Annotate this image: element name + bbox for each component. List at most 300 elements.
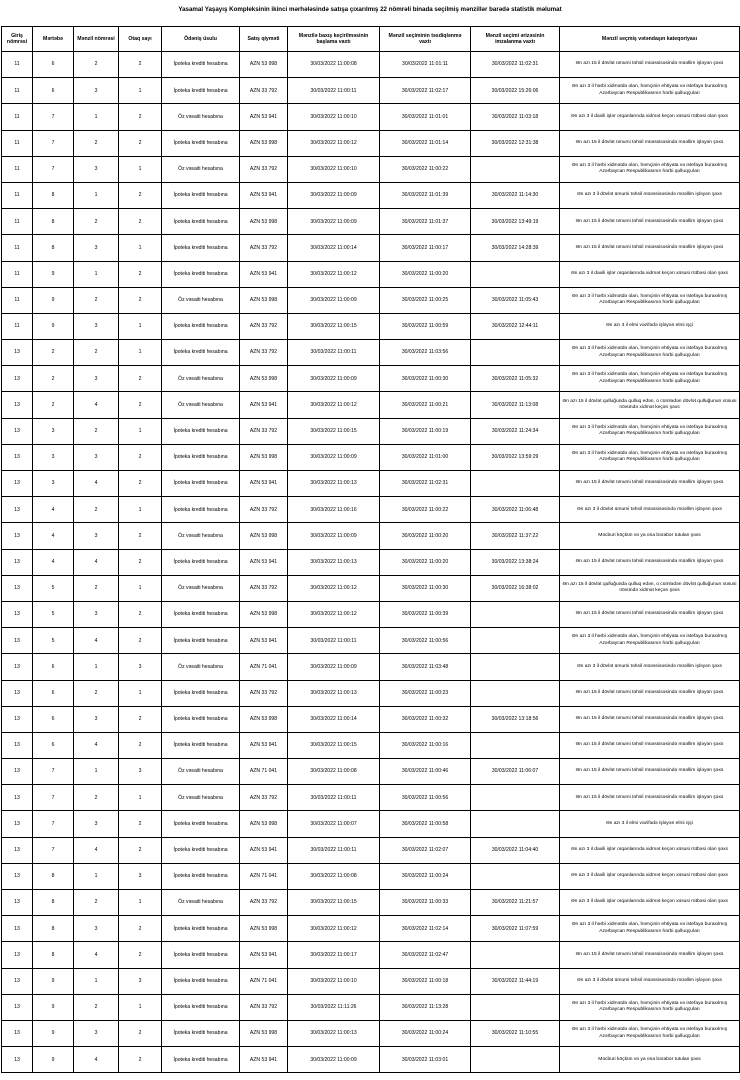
table-cell: 30/03/2022 11:00:09 [288,523,380,549]
table-cell: 6 [33,52,74,78]
table-row [2,340,740,366]
table-cell: 13 [2,706,33,732]
column-header: Mənzil seçmiş vətəndaşın kateqoriyası [560,27,740,52]
table-cell: 7 [33,837,74,863]
table-row [2,601,740,627]
table-cell: İpoteka krediti hesabına [162,863,240,889]
table-cell: 3 [74,706,119,732]
table-row [2,366,740,392]
table-cell: 4 [33,497,74,523]
table-cell: İpoteka krediti hesabına [162,549,240,575]
table-cell: 11 [2,182,33,208]
table-cell: 2 [74,497,119,523]
table-cell: 30/03/2022 11:00:14 [288,235,380,261]
table-cell [471,156,560,182]
table-cell: AZN 71 041 [240,654,288,680]
table-cell: 1 [119,890,162,916]
table-cell: 2 [119,182,162,208]
table-cell: 30/03/2022 11:14:30 [471,182,560,208]
table-cell: 30/03/2022 11:00:30 [380,575,471,601]
table-cell [471,732,560,758]
table-cell: 30/03/2022 11:00:20 [380,549,471,575]
table-cell: 7 [33,104,74,130]
table-cell: 13 [2,863,33,889]
table-cell: 30/03/2022 11:00:09 [288,444,380,470]
table-cell: 8 [33,182,74,208]
column-header: Mənzil seçimi ərizəsinin imzalanma vaxtı [471,27,560,52]
table-cell: 2 [119,706,162,732]
table-cell: Öz vəsaiti hesabına [162,654,240,680]
table-cell: 30/03/2022 11:01:14 [380,130,471,156]
table-cell: İpoteka krediti hesabına [162,811,240,837]
table-cell: 1 [119,497,162,523]
table-cell: 30/03/2022 11:02:31 [471,52,560,78]
table-cell: AZN 53 941 [240,1047,288,1073]
table-cell: AZN 53 941 [240,392,288,418]
table-cell [471,471,560,497]
table-cell: İpoteka krediti hesabına [162,209,240,235]
table-cell: 13 [2,1020,33,1046]
table-cell: İpoteka krediti hesabına [162,418,240,444]
table-cell: 2 [74,418,119,444]
table-cell: Ən azı 15 il dövlət ümumi təhsil müəssisəsində müəllim işləyən şəxs [560,549,740,575]
table-cell: 2 [74,130,119,156]
table-cell: 30/03/2022 11:00:09 [288,1047,380,1073]
table-cell: AZN 53 998 [240,1020,288,1046]
table-cell: 30/03/2022 11:06:07 [471,759,560,785]
table-cell: İpoteka krediti hesabına [162,497,240,523]
table-cell: 30/03/2022 11:00:20 [380,261,471,287]
table-cell: 8 [33,209,74,235]
table-cell: İpoteka krediti hesabına [162,313,240,339]
table-cell: 13 [2,680,33,706]
table-cell: 3 [33,444,74,470]
table-cell: İpoteka krediti hesabına [162,130,240,156]
table-cell: AZN 53 998 [240,209,288,235]
table-cell [471,261,560,287]
table-cell: 9 [33,994,74,1020]
table-cell: 30/03/2022 11:00:12 [288,601,380,627]
column-header: Ödəniş üsulu [162,27,240,52]
table-cell: 13 [2,523,33,549]
table-cell [471,628,560,654]
table-cell: 30/03/2022 11:02:14 [380,916,471,942]
table-row [2,287,740,313]
table-cell: İpoteka krediti hesabına [162,261,240,287]
table-cell: 1 [74,654,119,680]
table-cell: İpoteka krediti hesabına [162,680,240,706]
table-cell: Ən azı 15 il dövlət ümumi təhsil müəssisəsində müəllim işləyən şəxs [560,130,740,156]
table-cell: 30/03/2022 11:05:43 [471,287,560,313]
table-cell: AZN 53 998 [240,706,288,732]
table-cell: Ən azı 3 il elmi vəzifədə işləyən elmi işçi [560,313,740,339]
table-cell: İpoteka krediti hesabına [162,182,240,208]
table-cell: 30/03/2022 11:03:48 [380,654,471,680]
table-cell: 2 [74,52,119,78]
table-cell: 30/03/2022 13:38:24 [471,549,560,575]
table-cell: 30/03/2022 11:00:11 [288,785,380,811]
table-cell: 30/03/2022 11:00:09 [288,209,380,235]
table-cell: 2 [119,104,162,130]
table-cell: 30/03/2022 12:44:11 [471,313,560,339]
table-cell: Ən azı 3 il daxili işlər orqanlarında xidmət keçən xüsusi rütbəsi olan şəxs [560,104,740,130]
table-cell: Ən azı 3 il daxili işlər orqanlarında xidmət keçən xüsusi rütbəsi olan şəxs [560,837,740,863]
table-cell: Ən azı 15 il dövlət ümumi təhsil müəssisəsində müəllim işləyən şəxs [560,52,740,78]
table-cell: 30/03/2022 11:00:23 [380,680,471,706]
table-cell: 30/03/2022 11:24:34 [471,418,560,444]
table-cell: AZN 53 998 [240,366,288,392]
table-cell: 1 [119,340,162,366]
table-cell: 30/03/2022 11:00:24 [380,863,471,889]
table-cell: 6 [33,654,74,680]
column-header: Otaq sayı [119,27,162,52]
table-cell: 3 [119,863,162,889]
table-cell: 1 [119,785,162,811]
table-cell: 30/03/2022 11:00:19 [380,418,471,444]
table-cell: 7 [33,156,74,182]
table-row [2,313,740,339]
table-cell: 13 [2,968,33,994]
column-header: Mənzil nömrəsi [74,27,119,52]
table-cell: 30/03/2022 11:44:19 [471,968,560,994]
table-cell: Ən azı 15 il dövlət ümumi təhsil müəssisəsində müəllim işləyən şəxs [560,706,740,732]
table-cell: 2 [33,366,74,392]
table-cell: 13 [2,418,33,444]
table-cell: 11 [2,104,33,130]
table-body [2,52,740,1073]
table-row [2,968,740,994]
table-cell: 30/03/2022 11:00:33 [380,890,471,916]
table-cell: 1 [74,759,119,785]
table-cell: 30/03/2022 11:13:28 [380,994,471,1020]
table-cell: 30/03/2022 13:59:29 [471,444,560,470]
table-cell: 3 [74,78,119,104]
table-cell: 2 [119,52,162,78]
table-cell: 1 [74,261,119,287]
table-cell: İpoteka krediti hesabına [162,968,240,994]
table-cell: 8 [33,890,74,916]
table-cell: 11 [2,52,33,78]
table-cell: 30/03/2022 11:00:56 [380,628,471,654]
table-cell: 30/03/2022 11:00:17 [288,942,380,968]
table-cell: 30/03/2022 11:00:21 [380,392,471,418]
table-row [2,1020,740,1046]
table-cell: 30/03/2022 11:00:25 [380,287,471,313]
table-cell: AZN 53 941 [240,628,288,654]
table-cell: 3 [74,523,119,549]
table-cell: 30/03/2022 11:00:39 [380,601,471,627]
table-cell: 9 [33,1020,74,1046]
table-cell: 13 [2,837,33,863]
table-cell: Öz vəsaiti hesabına [162,523,240,549]
table-cell: 13 [2,366,33,392]
table-row [2,392,740,418]
table-cell: 2 [33,392,74,418]
table-cell: AZN 33 792 [240,235,288,261]
table-cell: Ən azı 3 il hərbi xidmətdə olan, həmçinin ehtiyata və istefaya buraxılmış Azərbaycan Respublikasının hərbi qulluqçuları [560,916,740,942]
table-cell: AZN 53 998 [240,916,288,942]
table-cell: 6 [33,732,74,758]
table-cell: İpoteka krediti hesabına [162,340,240,366]
table-cell: 2 [119,601,162,627]
table-cell: 30/03/2022 11:00:17 [380,235,471,261]
table-cell: 30/03/2022 11:00:14 [288,706,380,732]
table-cell: 11 [2,313,33,339]
table-cell: AZN 53 941 [240,182,288,208]
table-cell: 8 [33,863,74,889]
table-cell: 2 [119,130,162,156]
table-cell: 13 [2,732,33,758]
table-cell: 3 [74,444,119,470]
table-cell: 30/03/2022 11:00:09 [288,366,380,392]
table-cell: İpoteka krediti hesabına [162,444,240,470]
column-header: Giriş nömrəsi [2,27,33,52]
table-cell: AZN 53 941 [240,104,288,130]
table-cell: AZN 71 041 [240,759,288,785]
table-cell: 11 [2,156,33,182]
table-cell: Ən azı 3 il elmi vəzifədə işləyən elmi işçi [560,811,740,837]
table-cell: 13 [2,1047,33,1073]
table-cell: 30/03/2022 11:37:22 [471,523,560,549]
table-cell: 30/03/2022 11:00:12 [288,575,380,601]
table-cell: Öz vəsaiti hesabına [162,575,240,601]
table-cell: 6 [33,78,74,104]
table-cell: 2 [119,837,162,863]
table-cell: Öz vəsaiti hesabına [162,890,240,916]
table-cell: AZN 33 792 [240,313,288,339]
table-cell: 11 [2,78,33,104]
table-cell: 13 [2,497,33,523]
table-cell: Öz vəsaiti hesabına [162,759,240,785]
table-cell: 30/03/2022 11:00:56 [380,785,471,811]
table-cell: 5 [33,575,74,601]
table-cell: 30/03/2022 11:00:15 [288,732,380,758]
table-cell: 30/03/2022 11:00:16 [380,732,471,758]
table-cell: 30/03/2022 11:00:08 [288,52,380,78]
table-cell: Ən azı 3 il daxili işlər orqanlarında xidmət keçən xüsusi rütbəsi olan şəxs [560,890,740,916]
table-cell: Öz vəsaiti hesabına [162,287,240,313]
table-cell: 13 [2,759,33,785]
table-cell: 30/03/2022 11:01:11 [380,52,471,78]
table-cell: Ən azı 3 il hərbi xidmətdə olan, həmçinin ehtiyata və istefaya buraxılmış Azərbaycan Respublikasının hərbi qulluqçuları [560,444,740,470]
table-cell: 30/03/2022 11:00:11 [288,340,380,366]
table-cell: AZN 33 792 [240,78,288,104]
table-cell [471,942,560,968]
table-row [2,890,740,916]
table-cell: 2 [74,785,119,811]
table-cell: AZN 53 998 [240,601,288,627]
table-cell: 30/03/2022 11:00:13 [288,1020,380,1046]
table-cell: 30/03/2022 11:01:00 [380,444,471,470]
table-cell: İpoteka krediti hesabına [162,471,240,497]
table-cell: 2 [119,942,162,968]
table-row [2,52,740,78]
table-cell: 13 [2,575,33,601]
table-cell: Ən azı 15 il dövlət ümumi təhsil müəssisəsində müəllim işləyən şəxs [560,209,740,235]
table-cell: İpoteka krediti hesabına [162,916,240,942]
table-cell: 30/03/2022 11:02:31 [380,471,471,497]
table-cell: 11 [2,287,33,313]
table-cell: 4 [74,837,119,863]
table-cell: Ən azı 3 il dövlət ümumi təhsil müəssisəsində müəllim işləyən şəxs [560,654,740,680]
table-cell: 4 [33,549,74,575]
table-cell: 3 [74,156,119,182]
table-cell: AZN 53 941 [240,732,288,758]
table-cell: Ən azı 15 il dövlət ümumi təhsil müəssisəsində müəllim işləyən şəxs [560,680,740,706]
table-cell: 1 [74,104,119,130]
table-cell: 7 [33,130,74,156]
table-cell: Ən azı 3 il hərbi xidmətdə olan, həmçinin ehtiyata və istefaya buraxılmış Azərbaycan Respublikasının hərbi qulluqçuları [560,366,740,392]
apartment-statistics-table [1,26,740,1073]
table-cell: 6 [33,680,74,706]
table-cell: 2 [119,628,162,654]
table-cell: 30/03/2022 13:49:19 [471,209,560,235]
table-cell: 13 [2,785,33,811]
table-cell: 2 [119,523,162,549]
table-cell: 13 [2,654,33,680]
table-cell: 4 [74,732,119,758]
table-cell: 30/03/2022 11:03:18 [471,104,560,130]
table-cell: 9 [33,313,74,339]
table-row [2,235,740,261]
table-cell: 4 [74,392,119,418]
table-cell: 2 [119,1047,162,1073]
table-cell: 30/03/2022 12:31:38 [471,130,560,156]
table-cell: 7 [33,759,74,785]
table-cell: 30/03/2022 11:06:48 [471,497,560,523]
table-cell: 11 [2,130,33,156]
table-row [2,497,740,523]
table-row [2,654,740,680]
table-cell: Ən azı 3 il dövlət ümumi təhsil müəssisəsində müəllim işləyən şəxs [560,968,740,994]
table-cell: AZN 33 792 [240,680,288,706]
table-cell: 13 [2,392,33,418]
table-cell [471,680,560,706]
table-cell: 30/03/2022 11:00:08 [288,759,380,785]
table-cell: 2 [119,916,162,942]
column-header: Mənzilə baxış keçirilməsinin başlama vaxtı [288,27,380,52]
table-cell: AZN 53 998 [240,130,288,156]
table-cell: 5 [33,628,74,654]
table-cell: 2 [119,811,162,837]
table-cell: AZN 53 998 [240,811,288,837]
table-cell: Ən azı 3 il dövlət ümumi təhsil müəssisəsində müəllim işləyən şəxs [560,182,740,208]
table-cell: AZN 53 998 [240,287,288,313]
table-cell: 30/03/2022 11:00:22 [380,497,471,523]
table-cell: 4 [74,628,119,654]
table-cell: Məcburi köçkün və ya ona bərabər tutulan şəxs [560,523,740,549]
table-cell: Öz vəsaiti hesabına [162,392,240,418]
table-row [2,994,740,1020]
table-cell: 3 [74,811,119,837]
table-cell: 1 [119,994,162,1020]
table-cell: 8 [33,235,74,261]
table-cell: 9 [33,261,74,287]
table-cell: İpoteka krediti hesabına [162,732,240,758]
table-cell: Ən azı 15 il dövlət ümumi təhsil müəssisəsində müəllim işləyən şəxs [560,785,740,811]
table-cell: 3 [119,759,162,785]
table-cell: 30/03/2022 11:00:30 [380,366,471,392]
table-cell: Ən azı 15 il dövlət qulluğunda qulluq edən, o cümlədən dövlət qulluğunun xüsusi növündə xidmət keçən şəxs [560,575,740,601]
table-cell: 3 [33,471,74,497]
table-row [2,444,740,470]
table-cell: 13 [2,628,33,654]
table-row [2,628,740,654]
table-cell: AZN 33 792 [240,575,288,601]
table-cell: 30/03/2022 11:03:01 [380,1047,471,1073]
table-cell: 13 [2,601,33,627]
table-cell: 2 [74,209,119,235]
table-cell: 30/03/2022 11:01:37 [380,209,471,235]
table-cell: AZN 53 941 [240,261,288,287]
header-row [2,27,740,52]
table-cell: 13 [2,811,33,837]
table-cell: 7 [33,811,74,837]
table-cell: 30/03/2022 11:00:24 [380,1020,471,1046]
table-cell [471,785,560,811]
table-cell: İpoteka krediti hesabına [162,601,240,627]
table-row [2,104,740,130]
table-cell: AZN 33 792 [240,497,288,523]
table-cell: 13 [2,471,33,497]
table-cell [471,1047,560,1073]
table-cell: 30/03/2022 11:00:10 [288,156,380,182]
table-row [2,1047,740,1073]
table-cell: 1 [119,313,162,339]
table-cell: Ən azı 15 il dövlət ümumi təhsil müəssisəsində müəllim işləyən şəxs [560,601,740,627]
table-cell: Ən azı 15 il dövlət ümumi təhsil müəssisəsində müəllim işləyən şəxs [560,235,740,261]
table-cell: Ən azı 3 il hərbi xidmətdə olan, həmçinin ehtiyata və istefaya buraxılmış Azərbaycan Respublikasının hərbi qulluqçuları [560,628,740,654]
table-row [2,130,740,156]
table-cell: Ən azı 3 il hərbi xidmətdə olan, həmçinin ehtiyata və istefaya buraxılmış Azərbaycan Respublikasının hərbi qulluqçuları [560,994,740,1020]
table-cell: 30/03/2022 11:00:59 [380,313,471,339]
table-cell: İpoteka krediti hesabına [162,837,240,863]
table-cell: 30/03/2022 11:00:15 [288,890,380,916]
table-cell: AZN 33 792 [240,994,288,1020]
table-cell: 30/03/2022 11:00:09 [288,287,380,313]
table-cell: 6 [33,706,74,732]
table-cell: 3 [74,916,119,942]
table-cell: İpoteka krediti hesabına [162,1047,240,1073]
table-cell: 1 [119,680,162,706]
table-cell: 30/03/2022 11:00:11 [288,837,380,863]
table-cell: 30/03/2022 11:00:12 [288,130,380,156]
column-header: Mənzil seçiminin təsdiqlənmə vaxtı [380,27,471,52]
document-title: Yasamal Yaşayış Kompleksinin ikinci mərhələsində satışa çıxarılmış 22 nömrəli binada seçilmiş mənzillər barədə statistik məlumat [178,6,562,13]
table-cell: 3 [119,654,162,680]
table-row [2,680,740,706]
table-cell: 2 [74,680,119,706]
table-cell: 9 [33,1047,74,1073]
table-cell: 1 [119,235,162,261]
table-cell: AZN 53 998 [240,52,288,78]
table-cell: 13 [2,444,33,470]
table-cell: 30/03/2022 11:00:11 [288,628,380,654]
table-cell [471,654,560,680]
table-cell: 13 [2,890,33,916]
table-cell: 30/03/2022 11:00:46 [380,759,471,785]
table-cell: 3 [33,418,74,444]
table-cell: 30/03/2022 11:04:40 [471,837,560,863]
table-cell: 30/03/2022 11:00:13 [288,471,380,497]
table-cell: 30/03/2022 11:00:10 [288,104,380,130]
table-cell: Öz vəsaiti hesabına [162,785,240,811]
table-cell: 13 [2,549,33,575]
table-cell: 30/03/2022 11:00:07 [288,811,380,837]
table-cell: AZN 53 941 [240,837,288,863]
table-cell: Məcburi köçkün və ya ona bərabər tutulan şəxs [560,1047,740,1073]
table-row [2,182,740,208]
